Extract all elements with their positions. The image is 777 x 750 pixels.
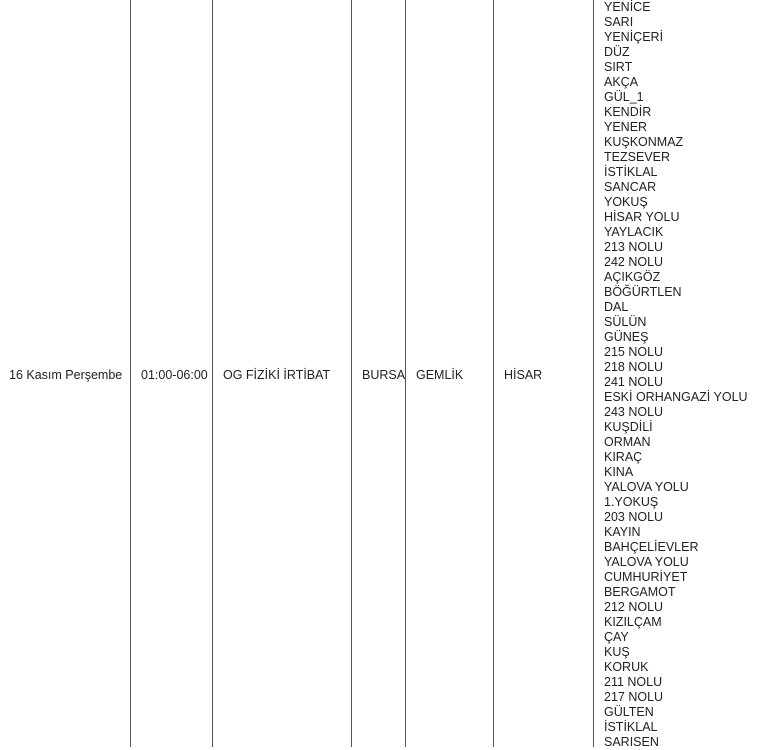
city-cell — [352, 0, 406, 747]
street-item: 218 NOLU — [604, 360, 664, 374]
neighborhood-cell — [494, 0, 594, 747]
street-item: KORUK — [604, 660, 649, 674]
street-item: SIRT — [604, 60, 633, 74]
neighborhood-name: HİSAR — [504, 368, 543, 382]
street-item: YALOVA YOLU — [604, 480, 689, 494]
street-item: 1.YOKUŞ — [604, 495, 659, 509]
street-item: KIZILÇAM — [604, 615, 662, 629]
street-list — [604, 0, 748, 750]
time-cell — [131, 0, 213, 747]
street-item: 241 NOLU — [604, 375, 664, 389]
outage-type: OG FİZİKİ İRTİBAT — [223, 368, 331, 382]
street-item: 213 NOLU — [604, 240, 664, 254]
street-item: KUŞKONMAZ — [604, 135, 684, 149]
street-item: DAL — [604, 300, 629, 314]
street-item: YALOVA YOLU — [604, 555, 689, 569]
street-item: KIRAÇ — [604, 450, 643, 464]
street-item: YENİÇERİ — [604, 30, 664, 44]
outage-date: 16 Kasım Perşembe — [9, 368, 123, 382]
street-item: AKÇA — [604, 75, 639, 89]
street-item: SÜLÜN — [604, 315, 647, 329]
street-item: KUŞ — [604, 645, 630, 659]
street-item: SANCAR — [604, 180, 657, 194]
street-item: ÇAY — [604, 630, 629, 644]
district-cell — [406, 0, 494, 747]
street-item: AÇIKGÖZ — [604, 270, 661, 284]
street-item: DÜZ — [604, 45, 630, 59]
street-item: BÖĞÜRTLEN — [604, 285, 682, 299]
street-item: YENER — [604, 120, 648, 134]
outage-time-range: 01:00-06:00 — [141, 368, 208, 382]
street-item: YENİCE — [604, 0, 651, 14]
street-item: 243 NOLU — [604, 405, 664, 419]
street-item: İSTİKLAL — [604, 720, 658, 734]
street-item: KENDİR — [604, 105, 652, 119]
street-item: KAYIN — [604, 525, 641, 539]
street-item: SARISEN — [604, 735, 659, 749]
street-item: BERGAMOT — [604, 585, 676, 599]
street-item: YOKUŞ — [604, 195, 648, 209]
district-name: GEMLİK — [416, 368, 464, 382]
street-item: BAHÇELİEVLER — [604, 540, 699, 554]
street-item: İSTİKLAL — [604, 165, 658, 179]
street-item: GÜLTEN — [604, 705, 654, 719]
date-cell — [0, 0, 131, 747]
street-item: 203 NOLU — [604, 510, 664, 524]
street-item: 215 NOLU — [604, 345, 664, 359]
street-item: 217 NOLU — [604, 690, 664, 704]
street-item: YAYLACIK — [604, 225, 664, 239]
street-item: 212 NOLU — [604, 600, 664, 614]
street-item: GÜNEŞ — [604, 330, 649, 344]
street-item: HİSAR YOLU — [604, 210, 680, 224]
street-item: 242 NOLU — [604, 255, 664, 269]
street-item: CUMHURİYET — [604, 570, 688, 584]
streets-cell — [594, 0, 777, 747]
street-item: ORMAN — [604, 435, 651, 449]
type-cell — [213, 0, 352, 747]
street-item: KINA — [604, 465, 634, 479]
street-item: ESKİ ORHANGAZİ YOLU — [604, 390, 748, 404]
street-item: SARI — [604, 15, 634, 29]
city-name: BURSA — [362, 368, 406, 382]
street-item: 211 NOLU — [604, 675, 663, 689]
street-item: KUŞDİLİ — [604, 420, 653, 434]
street-item: GÜL_1 — [604, 90, 644, 104]
street-item: TEZSEVER — [604, 150, 670, 164]
